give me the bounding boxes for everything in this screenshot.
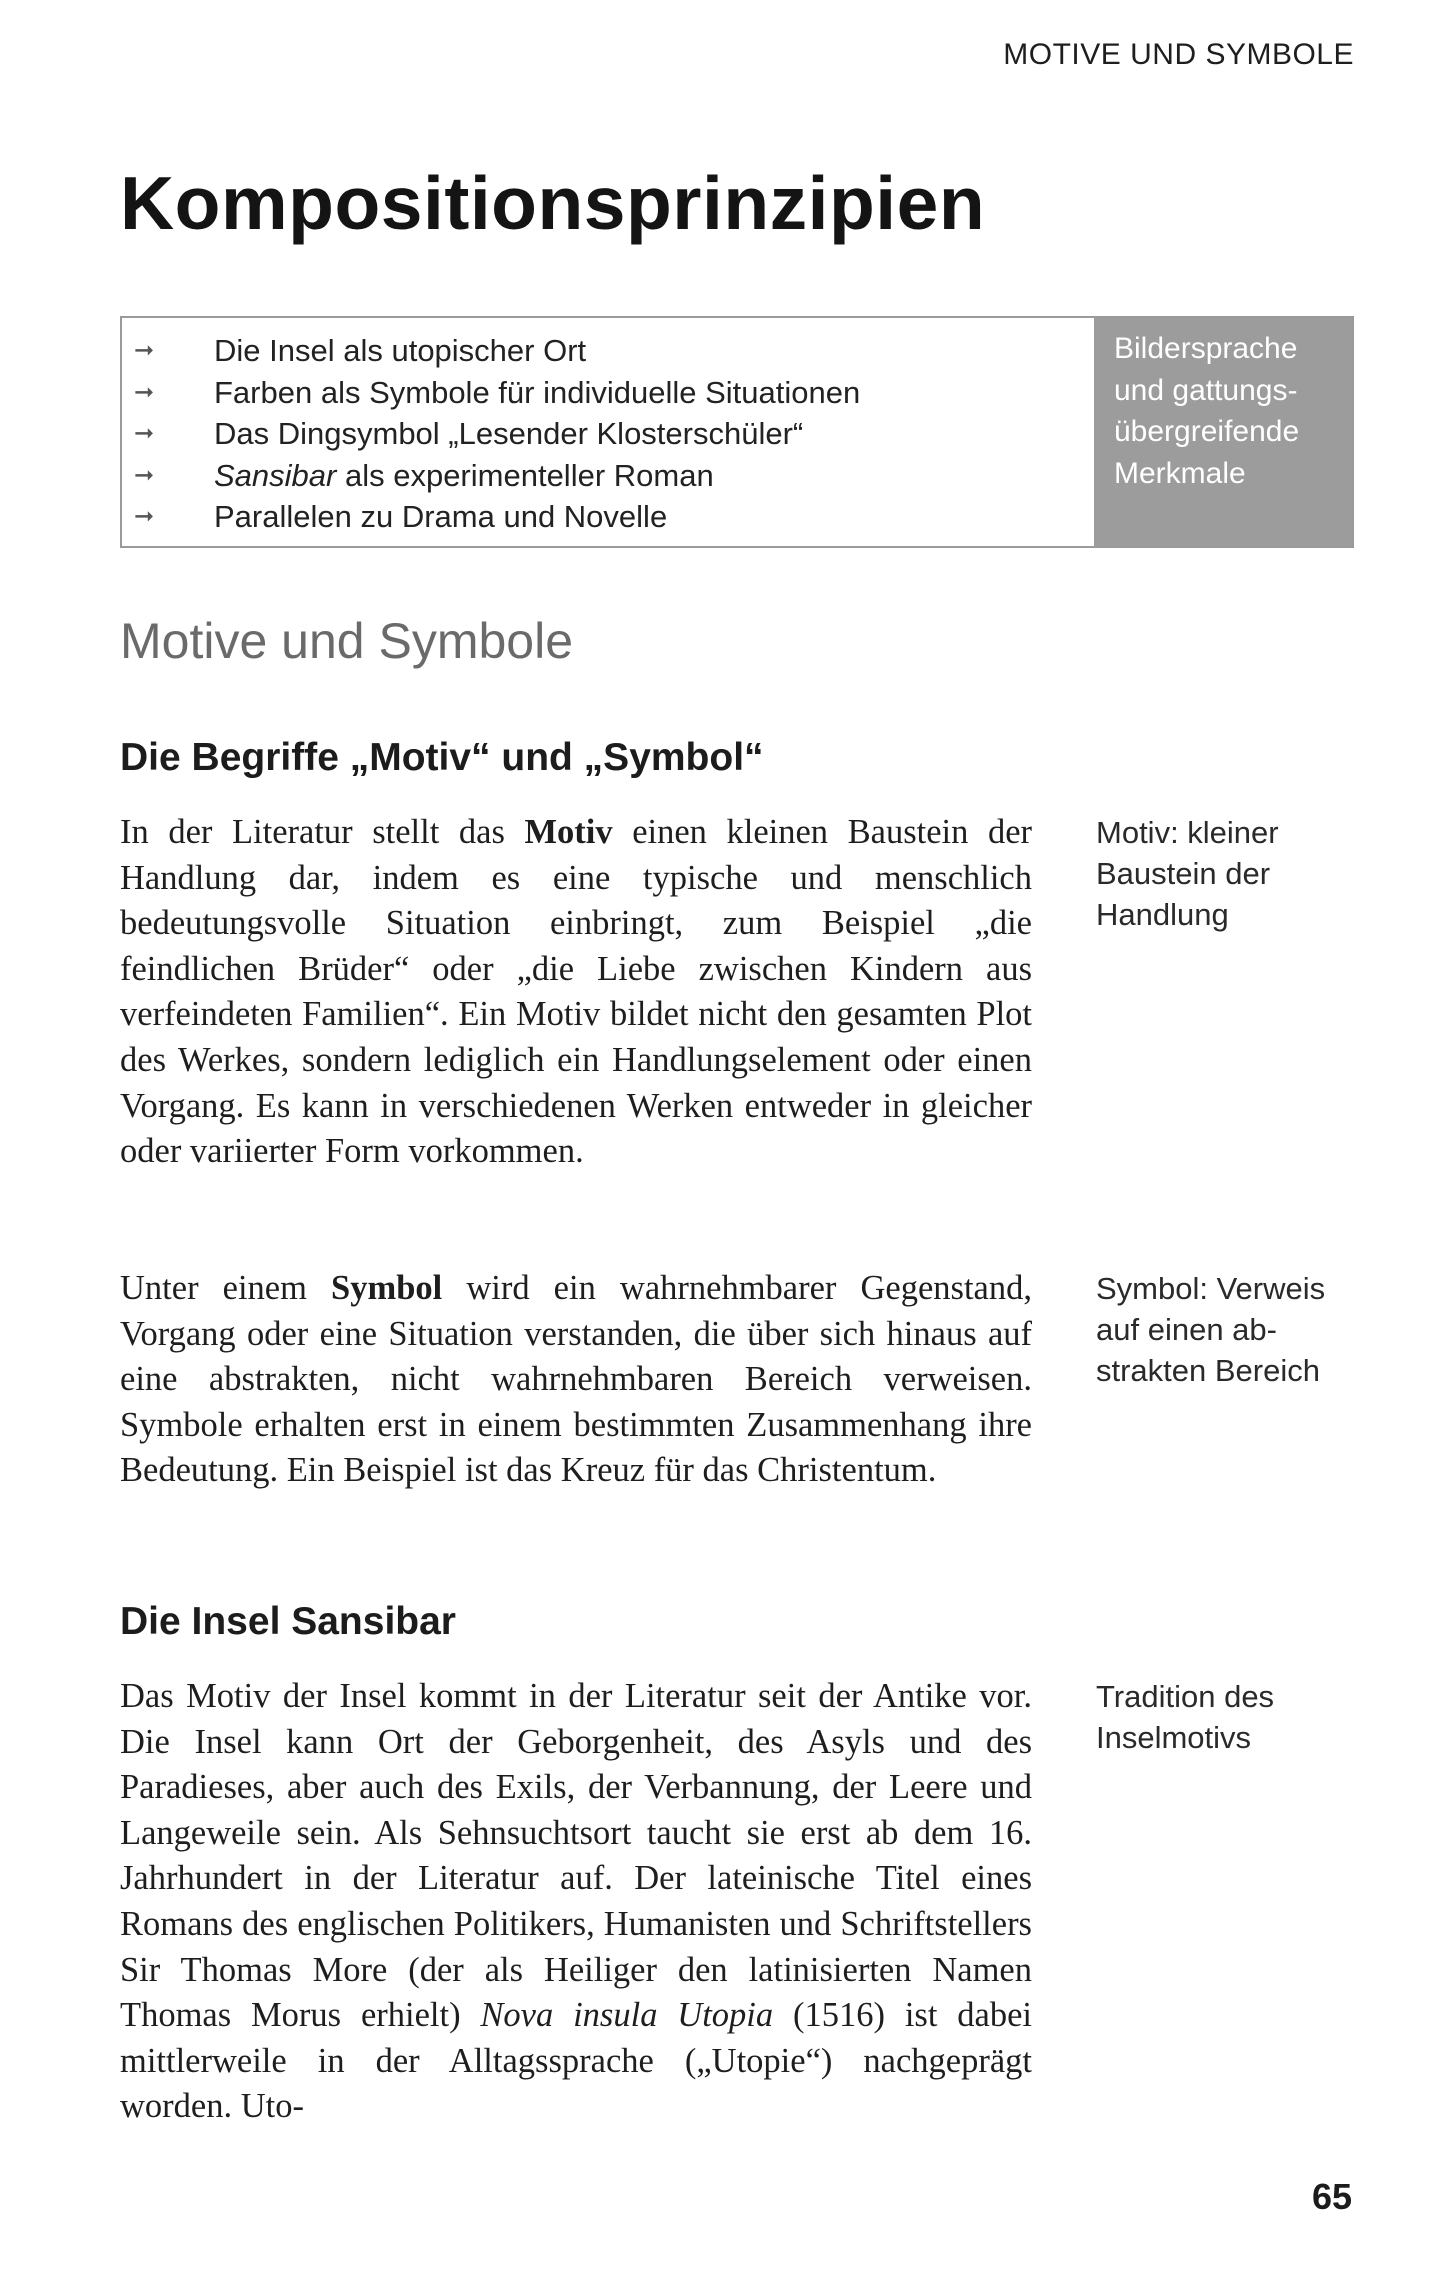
running-head: MOTIVE UND SYMBOLE <box>1003 38 1354 71</box>
overview-aside-line: und gattungs- <box>1114 373 1298 407</box>
paragraph-text: Unter einem <box>120 1269 332 1307</box>
overview-aside <box>1094 318 1352 546</box>
paragraph-text: einen kleinen Baustein der Handlung dar, indem es eine typische und menschlich bedeutungsvolle Situation einbringt, zum Beispiel „die feindlichen Brüder“ oder „die Liebe zwischen Kindern aus verfeindeten Familien“. Ein Motiv bildet nicht den gesamten Plot des Werkes, sondern lediglich ein Handlungselement oder einen Vorgang. Es kann in verschiedenen Werken entweder in gleicher oder variierter Form vorkommen. <box>120 813 1032 1171</box>
margin-note-line: Inselmotivs <box>1096 1720 1252 1755</box>
arrow-right-icon: ➞ <box>134 461 155 489</box>
list-item <box>122 413 1094 455</box>
list-item <box>122 496 1094 538</box>
arrow-right-icon: ➞ <box>134 503 155 530</box>
list-item-text-rest: als experimenteller Roman <box>336 457 714 493</box>
margin-note <box>1096 1268 1356 1391</box>
list-item-text: Das Dingsymbol „Lesender Klosterschüler“ <box>214 416 804 451</box>
list-item <box>122 372 1094 414</box>
margin-note-line: Tradition des <box>1096 1679 1275 1714</box>
overview-aside-line: übergreifende <box>1114 415 1300 448</box>
body-paragraph <box>120 1266 1032 1494</box>
margin-note-line: Baustein der <box>1096 856 1271 891</box>
overview-box <box>120 316 1354 548</box>
overview-aside-line: Merkmale <box>1114 456 1246 490</box>
list-item-text: Farben als Symbole für individuelle Situationen <box>214 374 861 410</box>
paragraph-text: (1516) ist dabei mittlerweile in der Alltagssprache („Utopie“) nachgeprägt worden. Uto- <box>120 1996 1032 2126</box>
list-item-text <box>214 455 714 497</box>
paragraph-text: wird ein wahrnehmbarer Gegenstand, Vorgang oder eine Situation verstanden, die über sich hinaus auf eine abstrakten, nicht wahrnehmbaren Bereich verweisen. Symbole erhalten erst in einem bestimmten Zusammenhang ihre Bedeutung. Ein Beispiel ist das Kreuz für das Christentum. <box>120 1269 1032 1490</box>
chapter-title: Kompositionsprinzipien <box>120 161 986 245</box>
margin-note-line: Motiv: kleiner <box>1096 815 1279 850</box>
book-title-italic: Sansibar <box>214 457 337 493</box>
overview-list <box>122 318 1094 546</box>
paragraph-text: In der Literatur stellt das <box>120 813 525 851</box>
overview-aside-line: Bildersprache <box>1114 332 1298 365</box>
paragraph-text: Das Motiv der Insel kommt in der Literatur seit der Antike vor. Die Insel kann Ort der Geborgenheit, des Asyls und des Paradieses, aber auch des Exils, der Verbannung, der Leere und Langeweile sein. Als Sehnsuchtsort taucht sie erst ab dem 16. Jahrhundert in der Literatur auf. Der lateinische Titel eines Romans des englischen Politikers, Humanisten und Schriftstellers Sir Thomas More (der als Heiliger den latinisierten Namen Thomas Morus erhielt) <box>120 1677 1032 2035</box>
arrow-right-icon: ➞ <box>134 337 155 364</box>
subsection-heading: Die Insel Sansibar <box>120 1600 456 1643</box>
list-item <box>122 330 1094 372</box>
section-title: Motive und Symbole <box>120 613 574 669</box>
key-term: Symbol <box>331 1269 443 1307</box>
page-number: 65 <box>1311 2176 1352 2217</box>
margin-note-line: auf einen ab- <box>1096 1312 1277 1347</box>
margin-note-line: Handlung <box>1096 897 1229 932</box>
body-paragraph <box>120 810 1032 1175</box>
list-item-text: Die Insel als utopischer Ort <box>214 333 587 368</box>
key-term: Motiv <box>524 813 613 851</box>
arrow-right-icon: ➞ <box>134 378 155 406</box>
subsection-heading: Die Begriffe „Motiv“ und „Symbol“ <box>120 736 764 779</box>
margin-note-line: strakten Bereich <box>1096 1353 1320 1388</box>
list-item-text: Parallelen zu Drama und Novelle <box>214 499 668 534</box>
book-title-italic: Nova insula Utopia <box>480 1996 774 2035</box>
body-paragraph <box>120 1674 1032 2130</box>
margin-note <box>1096 1676 1356 1758</box>
margin-note-line: Symbol: Verweis <box>1096 1271 1326 1306</box>
arrow-right-icon: ➞ <box>134 420 155 447</box>
margin-note <box>1096 812 1356 935</box>
list-item <box>122 455 1094 497</box>
